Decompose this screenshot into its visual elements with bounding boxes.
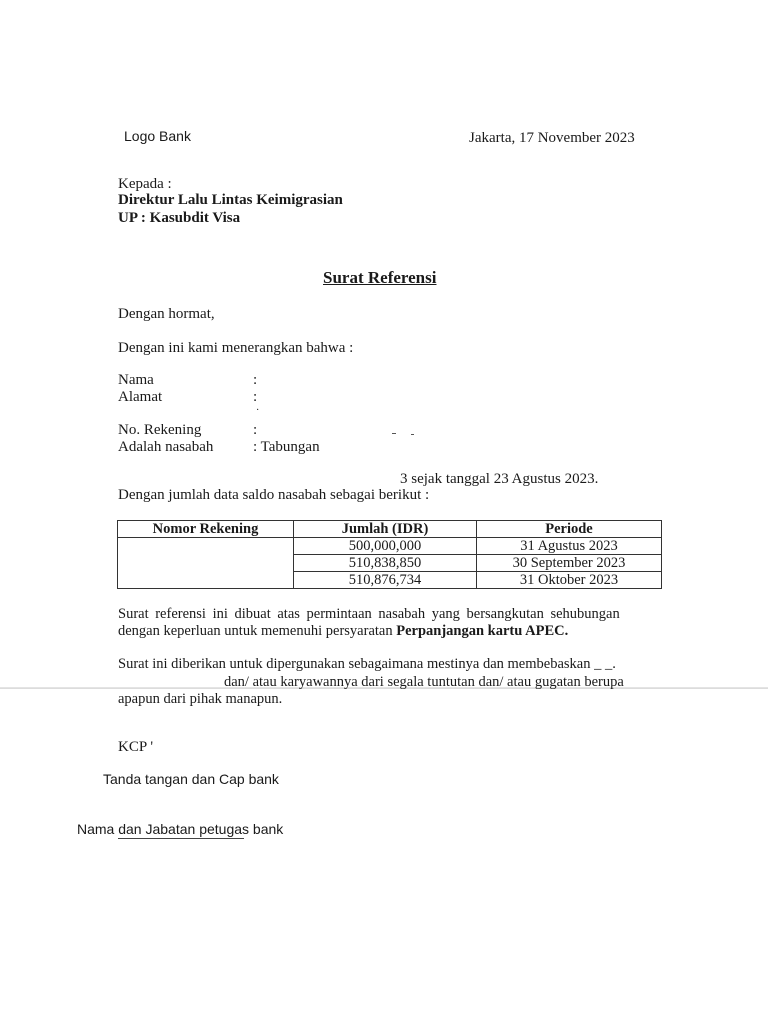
table-header-row: [118, 521, 662, 538]
redaction-mark: [411, 434, 414, 435]
recipient-attention: UP : Kasubdit Visa: [118, 210, 241, 226]
purpose-paragraph-line: Surat referensi ini dibuat atas permintaan nasabah yang bersangkutan sehubungan: [118, 606, 620, 622]
purpose-emphasis: Perpanjangan kartu APEC.: [396, 623, 569, 639]
balance-table: [117, 520, 662, 589]
purpose-text: dengan keperluan untuk memenuhi persyaratan: [118, 623, 397, 639]
field-value-alamat: :: [253, 389, 258, 405]
field-label-nama: Nama: [118, 372, 154, 388]
field-label-alamat: Alamat: [118, 389, 163, 405]
balance-intro: Dengan jumlah data saldo nasabah sebagai berikut :: [118, 487, 430, 503]
bank-logo-placeholder: Logo Bank: [124, 128, 191, 144]
period-cell: 30 September 2023: [477, 555, 662, 572]
field-label-rekening: No. Rekening: [118, 422, 202, 438]
amount-cell: 500,000,000: [294, 538, 477, 555]
field-value-nama: :: [253, 372, 258, 388]
account-number-cell: [118, 538, 294, 589]
signature-placeholder: Tanda tangan dan Cap bank: [103, 771, 279, 787]
recipient-heading: Kepada :: [118, 176, 172, 192]
letter-title: Surat Referensi: [323, 268, 437, 287]
amount-cell: 510,876,734: [294, 572, 477, 589]
column-header-account: Nomor Rekening: [118, 521, 294, 538]
intro-statement: Dengan ini kami menerangkan bahwa :: [118, 340, 354, 356]
period-cell: 31 Oktober 2023: [477, 572, 662, 589]
signature-underline: [118, 838, 244, 839]
field-value-nasabah: : Tabungan: [253, 439, 320, 455]
column-header-amount: Jumlah (IDR): [294, 521, 477, 538]
disclaimer-paragraph-line: Surat ini diberikan untuk dipergunakan sebagaimana mestinya dan membebaskan _ _.: [118, 656, 616, 672]
disclaimer-paragraph-line: apapun dari pihak manapun.: [118, 691, 283, 707]
table-row: [118, 538, 662, 555]
letter-date: Jakarta, 17 November 2023: [469, 130, 635, 146]
column-header-period: Periode: [477, 521, 662, 538]
recipient-name: Direktur Lalu Lintas Keimigrasian: [118, 192, 343, 208]
purpose-paragraph-line: [118, 623, 568, 640]
field-label-nasabah: Adalah nasabah: [118, 439, 214, 455]
amount-cell: 510,838,850: [294, 555, 477, 572]
redaction-mark: ·: [256, 405, 260, 416]
disclaimer-paragraph-line: dan/ atau karyawannya dari segala tuntutan dan/ atau gugatan berupa: [224, 674, 624, 690]
period-cell: 31 Agustus 2023: [477, 538, 662, 555]
branch-name: KCP ': [118, 739, 154, 755]
field-value-rekening: :: [253, 422, 258, 438]
greeting: Dengan hormat,: [118, 306, 215, 322]
redaction-mark: [392, 433, 396, 434]
officer-name-placeholder: Nama dan Jabatan petugas bank: [77, 821, 284, 837]
customer-since: 3 sejak tanggal 23 Agustus 2023.: [400, 471, 599, 487]
